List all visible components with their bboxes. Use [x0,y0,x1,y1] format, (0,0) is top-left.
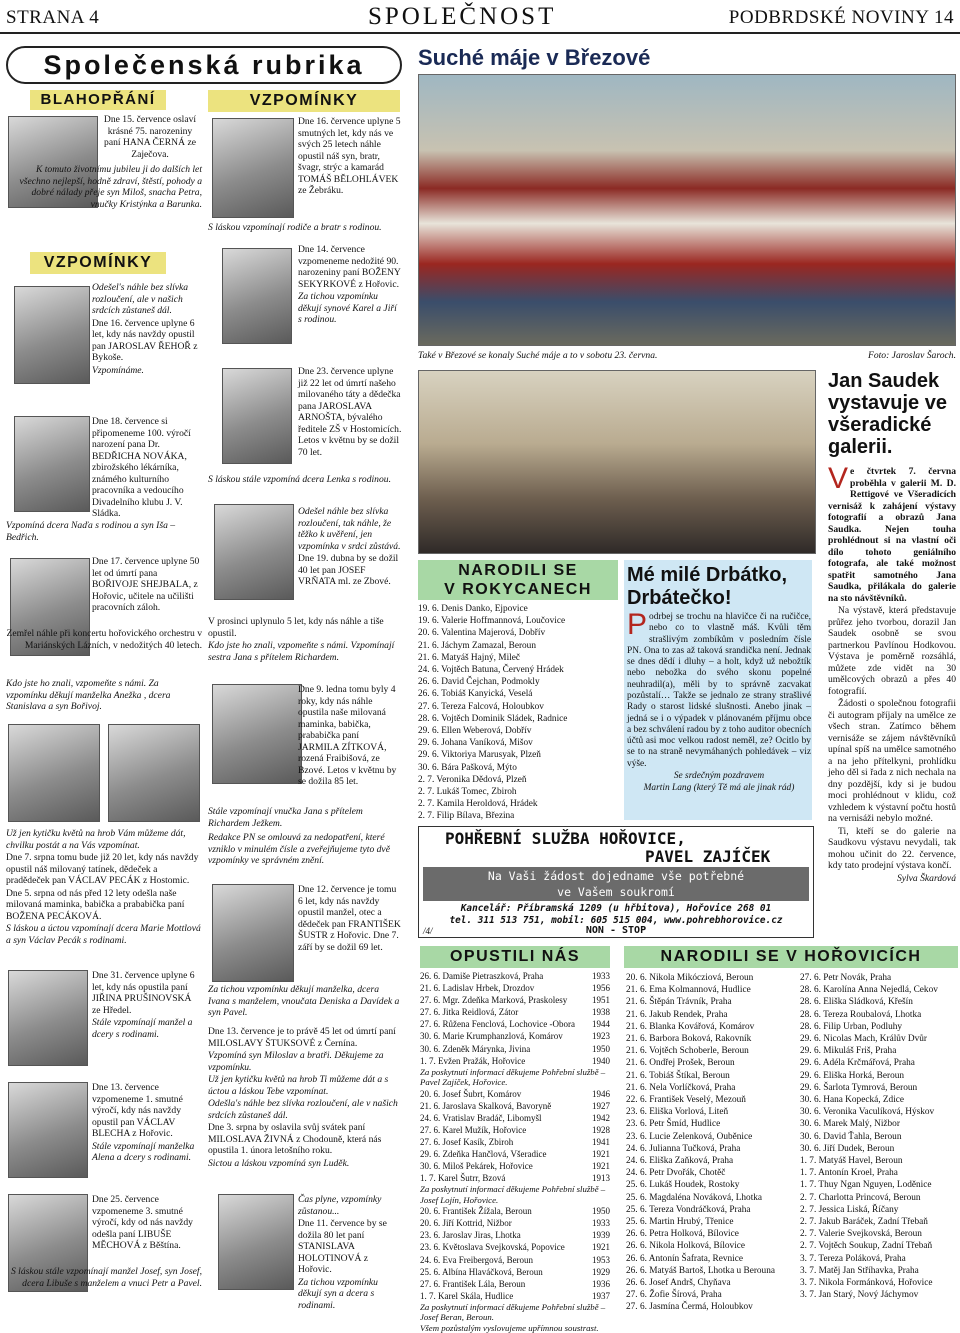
person-name: 27. 6. František Lála, Beroun [420,1278,526,1289]
vzpominky-band: VZPOMÍNKY [208,90,400,112]
list-item: 20. 6. Nikola Mikócziová, Beroun [626,973,754,983]
list-item [420,1172,610,1184]
birth-year: 1927 [592,1100,610,1111]
list-item [420,1136,610,1148]
saudek-paragraph: Ti, kteří se do galerie na Saudkovu výstavu nevydali, tak mohou učinit do 22. července, kdy tato prodejní výstava končí. [828,825,956,871]
memorial-sign: Vzpomíná dcera Naďa s rodinou a syn Iša – Bedřich. [6,520,176,543]
portrait-photo [8,970,88,1066]
spolecenska-rubrika-title: Společenská rubrika [6,46,402,84]
person-name: 27. 6. Mgr. Zdeňka Marková, Praskolesy [420,995,568,1006]
portrait-photo [214,504,294,600]
portrait-photo [212,118,294,218]
list-item: 21. 6. Vojtěch Schoberle, Beroun [626,1046,749,1057]
person-name: 20. 6. Jiří Kottrid, Nižbor [420,1218,512,1229]
saudek-sign: Sylva Škardová [896,872,956,884]
list-item: 29. 6. Viktoriya Marusyak, Plzeň [418,750,541,761]
band-line: NARODILI SE [458,562,578,579]
page-number: STRANA 4 [6,7,100,28]
memorial-text: Dne 7. srpna tomu bude již 20 let, kdy nás navždy opustil náš milovaný tatínek, dědeček a pradědeček pan VÁCLAV PECÁK z Hostomic. [6,852,199,886]
memorial-text: Dne 18. července si připomeneme 100. výročí narození pana Dr. BEDŘICHA NOVÁKA, zbirožského lékárníka, známého kulturního pracovníka a vedoucího Divadelního klubu J. V. Sládka. [92,416,191,519]
memorial-sign: Za tichou vzpomínku děkují manželka, dcera Ivana s manželem, vnoučata Deniska a Davídek a syn Pavel. [208,984,400,1018]
birth-year: 1921 [592,1242,610,1253]
list-item: 3. 7. Tereza Poláková, Praha [800,1253,906,1264]
deaths-list [420,1088,610,1185]
memorial-verse: Čas plyne, vzpomínky zůstanou... [298,1194,382,1217]
list-item: 29. 6. Eliška Horká, Beroun [800,1070,905,1081]
list-item: 23. 6. Eliška Vorlová, Liteň [626,1107,729,1118]
person-name: 29. 6. Zdeňka Hančlová, Všeradice [420,1149,547,1160]
deaths-list [420,1205,610,1302]
memorial-text: Dne 16. července uplyne 6 let, kdy nás navždy opustil pan JAROSLAV ŘEHOŘ z Bykoše. [92,317,198,363]
person-name: 24. 6. Eva Freibergová, Beroun [420,1254,534,1265]
deaths-note: Za poskytnutí informací děkujeme Pohřební službě – Pavel Zajíček, Hořovice. [420,1066,606,1088]
birth-year: 1913 [592,1173,610,1184]
births-list [418,603,620,823]
list-item: 27. 6. Tereza Falcová, Holoubkov [418,701,544,712]
list-item: 2. 7. Jakub Baráček, Zadní Třebaň [800,1217,928,1228]
birth-year: 1950 [592,1043,610,1054]
births-list [800,972,958,1301]
person-name: 20. 6. František Žížala, Beroun [420,1206,532,1217]
memorial-sign: S láskou vzpomínají rodiče a bratr s rodinou. [208,222,382,233]
memorial-text: V prosinci uplynulo 5 let, kdy nás náhle a tiše opustil. [208,616,384,639]
deaths-note: Za poskytnutí informací děkujeme Pohřební službě – Josef Lojín, Hořovice. [420,1184,606,1205]
narodili-horovice-band: NARODILI SE V HOŘOVICÍCH [624,946,958,968]
saudek-title: Jan Saudek vystavuje ve všeradické galerii. [828,370,947,458]
memorial-verse: Odešel náhle bez slívka rozloučení, tak náhle, že těžko k uvěření, jen vzpomínka v srdci zůstává. [298,506,401,552]
list-item: 21. 6. Blanka Kovářová, Komárov [626,1021,755,1032]
memorial-text: Dne 14. července vzpomeneme nedožité 90. narozeniny paní BOŽENY SEKYRKOVÉ z Hořovic. [298,244,401,290]
birth-year: 1944 [592,1019,610,1030]
birth-year: 1933 [592,1218,610,1229]
list-item [420,1112,610,1124]
list-item: 30. 6. Jiří Dudek, Beroun [800,1143,895,1154]
list-item: 26. 6. Matyáš Bartoš, Lhotka u Berouna [626,1265,775,1276]
memorial-verse: Odešla's náhle bez slívka rozloučení, ale v našich srdcích zůstaneš dál. [208,1098,398,1121]
list-item [420,1006,610,1018]
slogan-line: Na Vaši žádost dojedname vše potřebné [487,869,745,883]
list-item: 30. 6. David Ťahla, Beroun [800,1131,902,1142]
list-item: 27. 6. Žofie Šírová, Praha [626,1290,722,1301]
memorial-sign: Za tichou vzpomínku děkují synové Karel a Jiří s rodinou. [298,291,397,325]
memorial-text: Dne 13. července vzpomeneme 1. smutné výročí, kdy nás navždy opustil pan VÁCLAV BLECHA z Hořovic. [92,1082,183,1139]
memorial-text: Dne 17. července uplyne 50 let od úmrtí pana BOŘIVOJE SHEJBALA, z Hořovic, učitele na učilišti pracovních záloh. [92,556,200,613]
list-item: 1. 7. Thuy Ngan Nguyen, Loděnice [800,1180,932,1191]
birth-year: 1950 [592,1206,610,1217]
birth-year: 1921 [592,1149,610,1160]
list-item [420,1018,610,1030]
memorial-text: Dne 25. července vzpomeneme 3. smutné výročí, kdy od nás navždy odešla paní LIBUŠE MĚCHOVÁ z Běštína. [92,1194,193,1251]
birth-year: 1928 [592,1124,610,1135]
memorial-text: Dne 11. července by se dožila 80 let paní STANISLAVA HOLOTINOVÁ z Hořovic. [298,1218,387,1275]
list-item [420,1205,610,1217]
portrait-photo [222,368,292,464]
person-name: 25. 6. Albína Hlaváčková, Beroun [420,1266,543,1277]
portrait-photo [218,1194,294,1290]
blahoprani-wish: K tomuto životnímu jubileu ji do dalších let všechno nejlepší, hodně zdraví, štěstí, pohody a dobré nálady přeje syn Miloš, snacha Petra, vnučky Kristýnka a Barunka. [19,164,202,210]
list-item: 23. 6. Petr Šmíd, Hudlice [626,1119,721,1130]
section-title: SPOLEČNOST [368,3,557,30]
list-item [420,970,610,982]
list-item: 21. 6. Ema Kolmannová, Hudlice [626,985,751,996]
person-name: 1. 7. Evžen Pražák, Hořovice [420,1055,526,1066]
list-item: 21. 6. Jáchym Zamazal, Beroun [418,640,536,651]
list-item: 24. 6. Vojtěch Batuna, Červený Hrádek [418,665,564,676]
list-item: 25. 6. Martin Hrubý, Třenice [626,1217,734,1228]
list-item: 28. 6. Filip Urban, Podluhy [800,1021,903,1032]
list-item: 2. 7. Jessica Liská, Říčany [800,1204,899,1215]
list-item: 29. 6. Adéla Krčmářová, Praha [800,1058,915,1069]
person-name: 26. 6. Damiše Pietraszková, Praha [420,971,544,981]
memorial-sign: Stále vzpomínají manželka Alena a dcery s rodinami. [92,1140,195,1163]
drbatko-greeting: Se srdečným pozdravem [673,770,765,781]
list-item [420,1148,610,1160]
list-item [420,1160,610,1172]
list-item: 1. 7. Matyáš Havel, Beroun [800,1156,903,1167]
list-item: 28. 6. Eliška Sládková, Křešín [800,997,913,1008]
memorial-sign: S láskou stále vzpomínají manžel Josef, syn Josef, dcera Libuše s manželem a vnuci Petr a Pavel. [10,1266,202,1289]
birth-year: 1921 [592,1161,610,1172]
memorial-text: Dne 5. srpna od nás před 12 lety odešla naše milovaná maminka, babička a prababička paní BOŽENA PECÁKOVÁ. [6,887,185,922]
ad-contact: tel. 311 513 751, mobil: 605 515 004, www.pohrebhorovice.cz [449,915,783,926]
list-item: 19. 6. Valerie Hoffmannová, Loučovice [418,616,566,627]
list-item: 2. 7. Kamila Heroldová, Hrádek [418,799,538,810]
list-item: 28. 6. Tereza Roubalová, Lhotka [800,1009,922,1020]
list-item [420,994,610,1006]
list-item [420,1241,610,1253]
list-item: 28. 6. Karolína Anna Nejedlá, Cekov [800,985,938,996]
list-item: 21. 6. Nela Vorlíčková, Praha [626,1082,736,1093]
list-item: 19. 6. Denis Danko, Ejpovice [418,604,528,614]
list-item: 2. 7. Filip Bílava, Březina [418,811,515,822]
memorial-sign: Kdo jste ho znali, vzpomeňte s námi. Vzpomínají sestra Jana s přítelem Richardem. [208,640,395,663]
list-item: 26. 6. Tobiáš Kanyická, Veselá [418,689,533,700]
list-item: 22. 6. František Veselý, Mezouň [626,1095,746,1106]
list-item: 24. 6. Eliška Zaňková, Praha [626,1156,734,1167]
list-item [420,982,610,994]
birth-year: 1939 [592,1230,610,1241]
list-item: 29. 6. Šarlota Tymrová, Beroun [800,1082,918,1093]
memorial-sign: Kdo jste ho znali, vzpomeňte s námi. Za vzpomínku děkují manželka Anežka , dcera Stanislava a syn Bořivoj. [6,678,171,712]
list-item: 3. 7. Nikola Formánková, Hořovice [800,1278,933,1289]
list-item: 26. 6. David Čejchan, Podmokly [418,677,540,688]
memorial-text: Dne 3. srpna by oslavila svůj svátek paní MILOSLAVA ŽIVNÁ z Chodouně, která nás opustila 1. února letošního roku. [208,1122,382,1156]
list-item [420,1254,610,1266]
drop-cap: P [627,608,648,641]
ad-nonstop: NON - STOP [585,925,647,936]
list-item: 25. 6. Tereza Vondráčková, Praha [626,1204,751,1215]
list-item: 28. 6. Vojtěch Dominik Sládek, Radnice [418,713,568,724]
memorial-text: Dne 13. července je to právě 45 let od úmrtí paní MILOSLAVY ŠTUKSOVÉ z Černína. [208,1026,396,1049]
list-item: 29. 6. Mikuláš Friš, Praha [800,1046,897,1057]
list-item [420,1266,610,1278]
list-item: 29. 6. Ellen Weberová, Dobřív [418,726,532,737]
list-item [420,1055,610,1067]
birth-year: 1940 [592,1055,610,1066]
person-name: 23. 6. Květoslava Svejkovská, Popovice [420,1242,565,1253]
list-item: 30. 6. Veronika Vaculíková, Hýskov [800,1107,935,1118]
memorial-sign: S láskou stále vzpomíná dcera Lenka s rodinou. [208,474,391,485]
list-item: 3. 7. Jan Starý, Nový Jáchymov [800,1290,919,1301]
memorial-sign: Vzpomínáme. [92,364,144,376]
photo-credit: Foto: Jaroslav Šaroch. [867,350,956,361]
list-item [420,1124,610,1136]
list-item: 21. 6. Barbora Boková, Rakovník [626,1034,752,1045]
portrait-photo [212,884,294,982]
person-name: 27. 6. Karel Mužík, Hořovice [420,1124,527,1135]
list-item: 29. 6. Johana Vaníková, Mišov [418,738,533,749]
memorial-sign: S láskou a úctou vzpomínají dcera Marie Mottlová a syn Václav Pecák s rodinami. [6,923,201,946]
list-item: 2. 7. Valerie Svejkovská, Beroun [800,1229,922,1240]
birth-year: 1933 [592,971,610,981]
portrait-photo [8,1082,88,1178]
memorial-text: Zemřel náhle při koncertu hořovického orchestru v Mariánských Lázních, v nedožitých 40 letech. [6,628,202,651]
memorial-sign: Za tichou vzpomínku děkují syn a dcera s rodinami. [298,1276,378,1311]
drop-cap: V [828,462,849,495]
person-name: 30. 6. Miloš Pekárek, Hořovice [420,1161,533,1172]
photo-caption: Také v Březové se konaly Suché máje a to v sobotu 23. června. [418,350,658,361]
list-item: 21. 6. Matyáš Hajný, Mileč [418,652,520,663]
ad-slogan [423,867,809,901]
person-name: 1. 7. Karel Šutrr, Bzová [420,1173,506,1184]
birth-year: 1951 [592,995,610,1006]
drbatko-title: Mé milé Drbátko, Drbátečko! [627,564,788,609]
birth-year: 1953 [592,1254,610,1265]
list-item: 27. 6. Jasmína Čermá, Holoubkov [626,1302,753,1313]
list-item: 25. 6. Magdaléna Nováková, Lhotka [626,1192,763,1203]
memorial-sign: Stále vzpomínají vnučka Jana s přítelem Richardem Ježkem. [208,806,363,829]
list-item: 25. 6. Lukáš Houdek, Rostoky [626,1180,740,1191]
vzpominky-band: VZPOMÍNKY [30,252,166,274]
list-item: 30. 6. Marek Malý, Nižbor [800,1119,900,1130]
portrait-photo [14,416,90,512]
ad-tag: /4/ [423,926,433,936]
list-item: 20. 6. Valentina Majerová, Dobřív [418,628,546,639]
person-name: 20. 6. Josef Šubrt, Komárov [420,1088,522,1099]
person-name: 27. 6. Růžena Fenclová, Lochovice -Obora [420,1019,575,1030]
opustili-band: OPUSTILI NÁS [420,946,610,968]
deaths-note: Všem pozůstalým vyslovujeme upřímnou soustrast. [420,1322,599,1333]
band-line: V ROKYCANECH [444,581,592,598]
memorial-text: Dne 9. ledna tomu byly 4 roky, kdy nás náhle opustila naše milovaná maminka, babička, prababička paní JARMILA ZÍTKOVÁ, rozená Fraibišová, ze Bzové. Letos v květnu by se dožila 85 let. [298,684,397,787]
portrait-photo [108,724,200,822]
birth-year: 1946 [592,1088,610,1099]
person-name: 21. 6. Ladislav Hrbek, Drozdov [420,983,535,994]
list-item: 3. 7. Matěj Jan Stříhavka, Praha [800,1265,919,1276]
birth-year: 1956 [592,983,610,994]
birth-year: 1942 [592,1112,610,1123]
birth-year: 1941 [592,1136,610,1147]
memorial-text: Dne 31. července uplyne 6 let, kdy nás opustila paní JIŘINA PRUŠINOVSKÁ ze Hředel. [92,970,195,1016]
portrait-photo [212,684,302,784]
list-item: 30. 6. Hana Kopecká, Zdice [800,1095,905,1106]
list-item: 24. 6. Julianna Tučková, Praha [626,1143,741,1154]
portrait-photo [8,724,100,822]
ad-address: Kancelář: Příbramská 1209 (u hřbitova), Hořovice 268 01 [460,903,772,914]
narodili-rokycany-band [418,560,618,600]
list-item [420,1217,610,1229]
memorial-verse: Už jen kytičku květů na hrob Ti můžeme dát a s úctou a láskou Tebe vzpomínat. [208,1074,389,1097]
list-item: 1. 7. Antonín Kroel, Praha [800,1168,898,1179]
person-name: 1. 7. Karel Skála, Hudlice [420,1290,514,1301]
list-item: 2. 7. Charlotta Princová, Beroun [800,1192,921,1203]
person-name: 27. 6. Jitka Reidlová, Zátor [420,1007,519,1018]
list-item: 29. 6. Nicolas Mach, Králův Dvůr [800,1034,928,1045]
birth-year: 1929 [592,1266,610,1277]
person-name: 27. 6. Josef Kasík, Zbiroh [420,1136,514,1147]
list-item: 21. 6. Jakub Rendek, Praha [626,1009,728,1020]
list-item: 26. 6. Petra Holková, Bílovice [626,1229,739,1240]
list-item: 26. 6. Josef Andrš, Chyňava [626,1278,731,1289]
list-item [420,1290,610,1302]
list-item [420,1043,610,1055]
person-name: 21. 6. Jaroslava Skalková, Bavoryně [420,1100,552,1111]
birth-year: 1937 [592,1290,610,1301]
list-item [420,1278,610,1290]
list-item: 21. 6. Ondřej Prošek, Beroun [626,1058,735,1069]
portrait-photo [14,286,90,384]
memorial-sign: Vzpomíná syn Miloslav a bratři. Děkujeme za vzpomínku. [208,1050,384,1073]
list-item: 23. 6. Lucie Zelenková, Ouběnice [626,1131,753,1142]
list-item: 21. 6. Štěpán Trávník, Praha [626,997,732,1008]
suche-maje-title: Suché máje v Březové [418,45,651,70]
ad-title: POHŘEBNÍ SLUŽBA HOŘOVICE, [445,829,686,848]
memorial-verse: Už jen kytičku květů na hrob Vám můžeme dát, chvilku postát a na Vás vzpomínat. [6,828,186,851]
suche-maje-photo [418,74,956,346]
saudek-lead: e čtvrtek 7. června proběhla v galerii M. D. Rettigové ve Všeradicích vernisáž k zahájení výstavy fotografií a obrazů Jana Saudka. Nejen touha prohlédnout si na vlastní oči dílo tohoto geniálního fotografa, ale také možnost spatřit samotného Jana Saudka, přilákala do galerie na sto návštěvníků. [828,466,956,604]
list-item: 27. 6. Petr Novák, Praha [800,973,892,983]
list-item: 21. 6. Tobiáš Štíkal, Beroun [626,1070,730,1081]
birth-year: 1923 [592,1031,610,1042]
list-item [420,1030,610,1042]
page-header [0,0,960,34]
saudek-paragraph: Žádosti o společnou fotografii či autogram příjaly na umělce ze všech stran. Zatímco během vernisáže se zájem návštěvníků upínal spíš na umělce samotného a na jeho přítelkyni, prohlídku jeho děl si řada z nich nechala na dny pozdější, kdy si je budou moci prohlédnout v klidu, což vzhledem k výstavní počtu hostů na vernisáži nebylo možné. [828,698,956,824]
memorial-text: Dne 12. července je tomu 6 let, kdy nás navždy opustil manžel, otec a dědeček pan FRANTIŠEK ŠUSTR z Hořovic. Dne 7. září by se dožil 69 let. [298,884,401,953]
list-item: 26. 6. Nikola Holková, Bílovice [626,1241,746,1252]
portrait-photo [222,248,292,344]
list-item: 30. 6. Bára Pašková, Mýto [418,762,517,773]
memorial-sign: Sictou a láskou vzpomíná syn Luděk. [208,1157,350,1169]
person-name: 24. 6. Vratislav Bradáč, Libomyšl [420,1112,542,1123]
list-item: 2. 7. Veronika Dědová, Plzeň [418,774,527,785]
memorial-text: Dne 16. července uplyne 5 smutných let, kdy nás ve svých 25 letech náhle opustil náš syn, bratr, švagr, strýc a kamarád TOMÁŠ BĚLOHLÁVEK ze Žebráku. [298,116,401,196]
editorial-note: Redakce PN se omlouvá za nedopatření, které vzniklo v minulém čísle a zveřejňujeme tyto dvě vzpomínky ve správném znění. [208,832,390,866]
memorial-sign: Stále vzpomínají manžel a dcery s rodinami. [92,1017,193,1040]
birth-year: 1938 [592,1007,610,1018]
list-item: 2. 7. Lukáš Tomec, Zbiroh [418,787,517,798]
memorial-text: Dne 23. července uplyne již 22 let od úmrtí našeho milovaného táty a dědečka pana JAROSLAVA ARNOŠTA, bývalého ředitele ZŠ v Hostomicích. Letos v květnu by se dožil 70 let. [298,366,402,458]
list-item: 24. 6. Petr Dvořák, Chotěč [626,1168,726,1179]
ad-title: PAVEL ZAJÍČEK [645,847,771,866]
births-list [626,972,798,1314]
drbatko-sign: Martin Lang (který Tě má ale jinak rád) [643,783,795,794]
list-item [420,1229,610,1241]
person-name: 23. 6. Jaroslav Jiras, Lhotka [420,1230,521,1241]
gallery-photo [418,370,816,554]
blahoprani-text: Dne 15. července oslaví krásné 75. narozeniny paní HANA ČERNÁ ze Zaječova. [103,114,197,160]
slogan-line: ve Vašem soukromí [557,885,675,899]
person-name: 30. 6. Zdeněk Márynka, Jivina [420,1043,531,1054]
deaths-list [420,970,610,1067]
saudek-paragraph: Na výstavě, která představuje průřez jeho tvorbou, dorazil Jan Saudek osobně se svou partnerkou Pavlínou Hodkovou. Výstava je poměrně rozsáhlá, můžete zde vidět na 30 umělcových obrazů a přes 40 fotografií. [828,605,956,697]
list-item: 2. 7. Vojtěch Soukup, Zadní Třebaň [800,1241,933,1252]
memorial-verse: Odešel's náhle bez slívka rozloučení, ale v našich srdcích zůstaneš dál. [92,282,189,316]
blahoprani-band: BLAHOPŘÁNÍ [30,90,166,110]
paper-name: PODBRDSKÉ NOVINY 14 [728,7,954,28]
memorial-text: Dne 19. dubna by se dožil 40 let pan JOSEF VRŇATA ml. ze Zbové. [298,553,399,587]
list-item [420,1100,610,1112]
funeral-service-ad [418,826,814,938]
birth-year: 1936 [592,1278,610,1289]
person-name: 30. 6. Marie Krumphanzlová, Komárov [420,1031,563,1042]
list-item [420,1088,610,1100]
list-item: 26. 6. Antonín Šafrata, Revnice [626,1253,743,1264]
drbatko-text: odrbej se trochu na hlavičce či na ručičce, nebo co to vlastně máš. Kvůli těm strašlivým zombíkům v posledním čísle PN. Ona to zas až taková srandička není. Jednak se dnes dědí i dluhy – a holt, když už nebožtík nebo nebožka do svého skonu popelné neuhradil(a), měli by to správně zacvakat pozůstalí… Takže se jednalo ze strany strašlivé Rady o starost lidské slušnosti. Anebo jinak – jedná se i o výpadek v plánovaném příjmu obce a bez schválení radou by z toho auditor obecních účtů asi moc velkou radost neměl, ze? Ocitlo by se to na straně nevymáhaných pohledávek – viz výše. [627,612,811,769]
deaths-note: Za poskytnutí informací děkujeme Pohřební službě – Josef Beran, Beroun. [420,1301,606,1323]
